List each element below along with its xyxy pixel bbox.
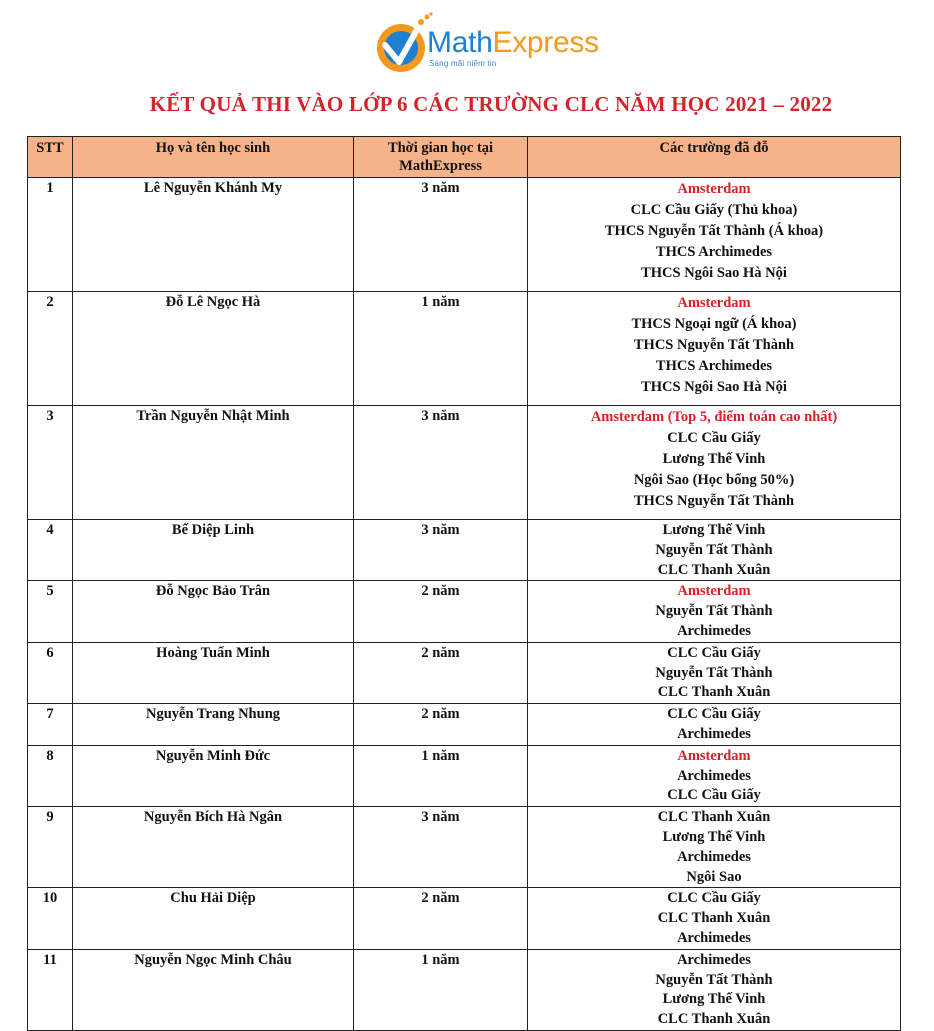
school-name: Archimedes	[677, 622, 751, 639]
row-schools	[528, 642, 901, 703]
school-name: Nguyễn Tất Thành	[655, 664, 773, 681]
school-name: Amsterdam	[677, 181, 751, 197]
school-name: CLC Cầu Giấy	[667, 644, 761, 661]
row-study-time: 1 năm	[354, 292, 528, 406]
school-name: Lương Thế Vinh	[662, 991, 766, 1008]
school-name: Lương Thế Vinh	[662, 451, 766, 467]
school-name: CLC Thanh Xuân	[657, 561, 771, 578]
table-row	[28, 406, 901, 520]
row-student-name: Nguyễn Minh Đức	[73, 745, 354, 806]
row-study-time: 3 năm	[354, 178, 528, 292]
row-schools	[528, 292, 901, 406]
school-name: THCS Archimedes	[655, 358, 773, 374]
table-row	[28, 581, 901, 642]
row-student-name: Đỗ Lê Ngọc Hà	[73, 292, 354, 406]
school-name: Archimedes	[677, 951, 751, 968]
table-row	[28, 178, 901, 292]
row-study-time: 2 năm	[354, 642, 528, 703]
school-name: THCS Nguyễn Tất Thành (Á khoa)	[604, 223, 824, 239]
school-name: THCS Archimedes	[655, 244, 773, 260]
row-stt: 1	[28, 178, 73, 292]
table-row	[28, 520, 901, 581]
school-name: CLC Thanh Xuân	[657, 809, 771, 826]
row-study-time: 2 năm	[354, 888, 528, 949]
row-stt: 10	[28, 888, 73, 949]
row-study-time: 2 năm	[354, 581, 528, 642]
row-stt: 6	[28, 642, 73, 703]
school-name: Amsterdam	[677, 295, 751, 311]
row-schools	[528, 178, 901, 292]
school-name: CLC Thanh Xuân	[657, 1011, 771, 1028]
school-name: Nguyễn Tất Thành	[655, 541, 773, 558]
page-title: KẾT QUẢ THI VÀO LỚP 6 CÁC TRƯỜNG CLC NĂM HỌC 2021 – 2022	[149, 92, 833, 116]
school-name: CLC Thanh Xuân	[657, 910, 771, 927]
table-row	[28, 642, 901, 703]
row-stt: 8	[28, 745, 73, 806]
row-student-name: Đỗ Ngọc Bảo Trân	[73, 581, 354, 642]
school-name: Archimedes	[677, 848, 751, 865]
school-name: CLC Cầu Giấy	[667, 787, 761, 804]
table-row	[28, 704, 901, 746]
row-study-time: 1 năm	[354, 745, 528, 806]
school-name: CLC Cầu Giấy	[667, 430, 761, 446]
header-student-name: Họ và tên học sinh	[73, 137, 354, 178]
row-stt: 11	[28, 949, 73, 1030]
school-name: Nguyễn Tất Thành	[655, 971, 773, 988]
school-name: THCS Nguyễn Tất Thành	[633, 337, 795, 353]
school-name: Nguyễn Tất Thành	[655, 603, 773, 620]
row-study-time: 3 năm	[354, 406, 528, 520]
row-stt: 5	[28, 581, 73, 642]
row-schools	[528, 520, 901, 581]
table-row	[28, 292, 901, 406]
table-row	[28, 888, 901, 949]
row-stt: 2	[28, 292, 73, 406]
header-study-time: Thời gian học tại MathExpress	[354, 137, 528, 178]
row-student-name: Hoàng Tuấn Minh	[73, 642, 354, 703]
school-name: CLC Thanh Xuân	[657, 684, 771, 701]
school-name: THCS Nguyễn Tất Thành	[633, 493, 795, 509]
logo-tagline: Sáng mãi niềm tin	[429, 59, 497, 68]
results-table	[27, 136, 901, 1031]
row-student-name: Nguyễn Trang Nhung	[73, 704, 354, 746]
row-stt: 3	[28, 406, 73, 520]
school-name: CLC Cầu Giấy (Thủ khoa)	[630, 202, 798, 218]
row-schools	[528, 406, 901, 520]
logo-wordmark: MathExpress	[427, 26, 599, 59]
table-header-row	[28, 137, 901, 178]
row-student-name: Lê Nguyễn Khánh My	[73, 178, 354, 292]
school-name: CLC Cầu Giấy	[667, 706, 761, 723]
table-row	[28, 807, 901, 888]
school-name: Lương Thế Vinh	[662, 522, 766, 538]
school-name: Archimedes	[677, 767, 751, 784]
school-name: CLC Cầu Giấy	[667, 890, 761, 907]
school-name: Ngôi Sao	[686, 868, 742, 885]
school-name: Lương Thế Vinh	[662, 828, 766, 845]
row-student-name: Chu Hải Diệp	[73, 888, 354, 949]
school-name: THCS Ngoại ngữ (Á khoa)	[631, 316, 797, 332]
row-student-name: Trần Nguyễn Nhật Minh	[73, 406, 354, 520]
school-name: Archimedes	[677, 725, 751, 742]
header-stt: STT	[28, 137, 73, 178]
school-name: Archimedes	[677, 929, 751, 946]
row-stt: 9	[28, 807, 73, 888]
row-stt: 4	[28, 520, 73, 581]
logo-mark-icon	[373, 12, 433, 74]
table-row	[28, 745, 901, 806]
row-study-time: 3 năm	[354, 520, 528, 581]
row-student-name: Nguyễn Bích Hà Ngân	[73, 807, 354, 888]
header-schools-passed: Các trường đã đỗ	[528, 137, 901, 178]
row-stt: 7	[28, 704, 73, 746]
table-row	[28, 949, 901, 1030]
row-study-time: 1 năm	[354, 949, 528, 1030]
row-schools	[528, 745, 901, 806]
row-student-name: Bế Diệp Linh	[73, 520, 354, 581]
school-name: Amsterdam	[677, 583, 751, 600]
school-name: Amsterdam (Top 5, điểm toán cao nhất)	[590, 409, 838, 425]
row-study-time: 3 năm	[354, 807, 528, 888]
row-student-name: Nguyễn Ngọc Minh Châu	[73, 949, 354, 1030]
row-schools	[528, 949, 901, 1030]
row-schools	[528, 888, 901, 949]
school-name: Ngôi Sao (Học bổng 50%)	[633, 472, 795, 488]
row-study-time: 2 năm	[354, 704, 528, 746]
school-name: THCS Ngôi Sao Hà Nội	[641, 265, 787, 281]
row-schools	[528, 581, 901, 642]
row-schools	[528, 807, 901, 888]
school-name: Amsterdam	[677, 747, 751, 764]
school-name: THCS Ngôi Sao Hà Nội	[641, 379, 787, 395]
mathexpress-logo	[373, 12, 623, 74]
row-schools	[528, 704, 901, 746]
